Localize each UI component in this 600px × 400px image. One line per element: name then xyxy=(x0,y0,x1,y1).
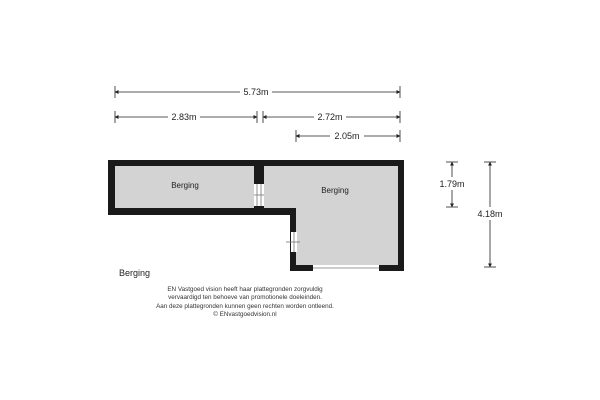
dimension-total-height xyxy=(474,162,506,267)
dimension-right-width xyxy=(263,110,400,123)
dim-label-left-width: 2.83m xyxy=(171,112,197,122)
dim-label-left-height: 1.79m xyxy=(439,179,465,189)
disclaimer-line: © ENvastgoedvision.nl xyxy=(213,310,277,318)
dimension-left-width xyxy=(115,110,257,123)
dimension-inner-width xyxy=(296,129,400,142)
disclaimer-line: Aan deze plattegronden kunnen geen rechten worden ontleend. xyxy=(156,302,334,310)
dimension-total-width xyxy=(115,85,400,98)
disclaimer-line: EN Vastgoed vision heeft haar plattegronden zorgvuldig xyxy=(167,286,323,293)
dim-label-right-width: 2.72m xyxy=(317,112,343,122)
door-between-rooms xyxy=(254,184,264,206)
room-label-left: Berging xyxy=(171,181,199,190)
dim-label-inner-width: 2.05m xyxy=(334,131,360,141)
room-label-right: Berging xyxy=(321,186,349,195)
disclaimer-line: vervaardigd ten behoeve van promotionele doeleinden. xyxy=(168,294,322,302)
dim-label-total-width: 5.73m xyxy=(243,87,269,97)
room-right-floor xyxy=(264,166,398,265)
floor-title: Berging xyxy=(119,268,151,278)
dim-label-total-height: 4.18m xyxy=(477,209,503,219)
door-bottom xyxy=(313,265,379,271)
disclaimer xyxy=(100,286,390,319)
dimension-left-height xyxy=(436,162,468,207)
